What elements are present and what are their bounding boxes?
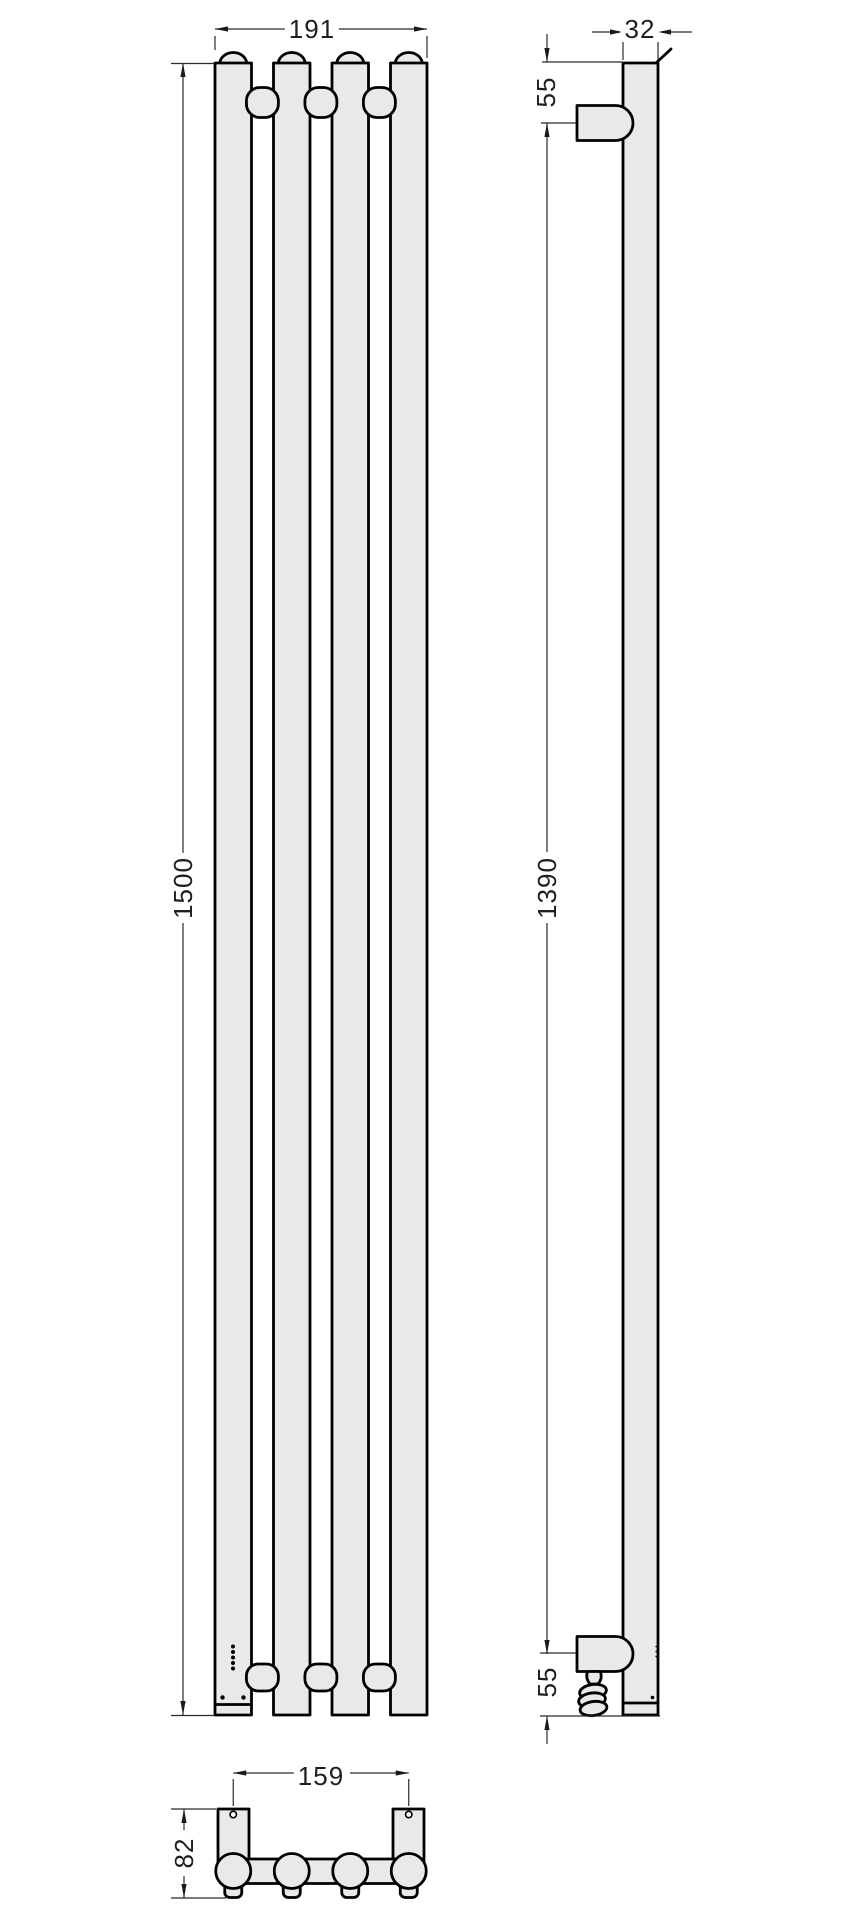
front-tube: [215, 63, 252, 1715]
front-connector-top: [246, 88, 278, 118]
tube-section: [216, 1854, 251, 1889]
side-view: [577, 49, 671, 1717]
side-bracket-bottom: [577, 1637, 633, 1672]
bottom-collector: [233, 1859, 409, 1884]
front-connector-bottom: [363, 1664, 395, 1691]
front-connector-bottom: [305, 1664, 337, 1691]
side-top-offset-label: 55: [533, 73, 559, 112]
front-tube: [391, 63, 428, 1715]
side-bracket-span-label: 1390: [534, 853, 560, 923]
side-depth-label: 32: [621, 16, 660, 42]
screw-dot: [220, 1695, 224, 1699]
tube-section: [391, 1854, 426, 1889]
front-tube: [274, 63, 311, 1715]
tube-section: [274, 1854, 309, 1889]
front-connector-bottom: [246, 1664, 278, 1691]
bracket-screw-hole: [230, 1811, 236, 1817]
bracket-screw-hole: [406, 1811, 412, 1817]
front-width-label: 191: [285, 16, 339, 42]
front-view: [215, 53, 427, 1716]
bottom-view: [216, 1809, 427, 1898]
side-bracket-top: [577, 106, 633, 141]
screw-dot: [241, 1695, 245, 1699]
bottom-depth-label: 82: [171, 1834, 197, 1873]
power-cable-coil: [578, 1672, 608, 1718]
front-connector-top: [305, 88, 337, 118]
front-height-label: 1500: [170, 853, 196, 923]
tube-section: [333, 1854, 368, 1889]
side-screw-dot: [651, 1696, 655, 1700]
side-bottom-offset-label: 55: [534, 1663, 560, 1702]
bottom-span-label: 159: [294, 1763, 348, 1789]
front-tube: [332, 63, 369, 1715]
front-connector-top: [363, 88, 395, 118]
side-profile-bar: [623, 63, 658, 1715]
